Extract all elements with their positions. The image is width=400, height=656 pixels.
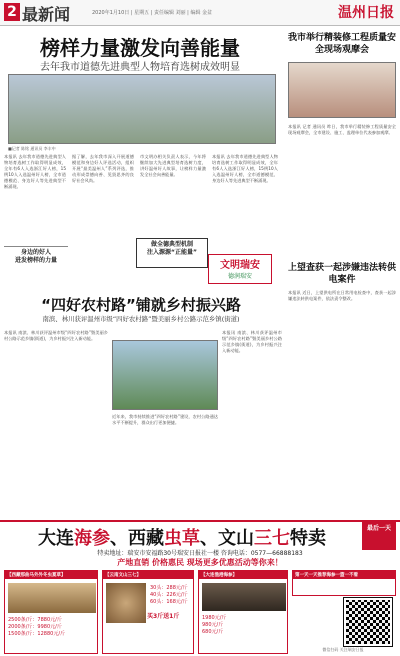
ad-panel-caption: 第一天一天推荐海参一篮一不看	[293, 571, 395, 579]
cordyceps-image	[8, 583, 96, 613]
lead-sidebar-box	[4, 246, 68, 286]
second-subhead: 南滨、林川获评温州市级“四好农村路”暨美丽乡村公路示范乡镇(街道)	[42, 315, 240, 323]
ad-address: 特卖地址：瑞安市安福路30号瑞安日报社一楼 咨询电话：0577—66888183	[97, 550, 303, 557]
ad-last-day-tag: 最后一天	[362, 522, 396, 550]
ad-panel-caption: 【大连渔港海参】	[199, 571, 287, 579]
price-row: 2000条/斤：9980元/斤	[8, 624, 62, 630]
civilization-logo-subtext: 德润瑞安	[227, 273, 252, 280]
second-column-1: 本报讯 南滨、林川获评温州市级“四好农村路”暨美丽乡村公路示范乡镇(街道)，为乡村振兴注入新动能。	[4, 330, 108, 341]
price-row: 1500条/斤：12880元/斤	[8, 631, 66, 637]
price-row: 680元/斤	[202, 629, 224, 635]
right-headline-2: 上望查获一起涉嫌违法转供电案件	[287, 263, 396, 285]
ad-panel-cordyceps	[4, 570, 98, 654]
ad-panel-sea-cucumber	[198, 570, 288, 654]
second-column-2: 近年来，我市持续推进“四好农村路”建设，农村公路通达水平不断提升，群众出行更加便捷。	[112, 414, 218, 425]
price-row: 40头：226元/斤	[150, 592, 188, 598]
second-column-3: 本报讯 南滨、林川获评温州市级“四好农村路”暨美丽乡村公路示范乡镇(街道)，为乡村振兴注入新动能。	[222, 330, 282, 353]
right-column-text-2: 本报讯 近日，上望供电所在日常用电检查中，查获一起涉嫌违法转供电案件，依法责令整改。	[288, 290, 396, 301]
qr-caption: 微信扫码 关注瑞安日报	[322, 647, 364, 652]
civilization-logo	[208, 254, 272, 284]
boxed-subsection	[136, 238, 208, 268]
right-column-text: 本报讯 记者 通讯员 昨日，我市举行精装修工程质量安全现场观摩会，全市建设、施工、监理单位代表参加观摩。	[288, 124, 396, 135]
page-meta: 2020年1月10日 | 星期五 | 责任编辑 刘丽 | 编辑 金盆	[92, 10, 213, 16]
price-row: 30头：288元/斤	[150, 585, 188, 591]
qr-code[interactable]	[344, 598, 392, 646]
boxed-subsection-title: 做全德典型机制 注入源源“正能量”	[147, 241, 197, 256]
price-row: 2500条/斤：7880元/斤	[8, 617, 62, 623]
civilization-logo-text: 文明瑞安	[220, 260, 260, 271]
ad-panel-recommend	[292, 570, 396, 596]
lead-column-3: 市文明办相关负责人表示，今年将继续加大先进典型培育选树力度，讲好温州好人故事，让榜样力量激发全社会向善能量。	[140, 154, 206, 177]
sidebar-title: 身边的好人 进发榜样的力量	[14, 249, 57, 264]
newspaper-logo: 温州日报	[338, 5, 394, 21]
right-photo	[288, 62, 396, 118]
ad-panel-caption: 【西藏那曲马外外冬虫夏草】	[5, 571, 97, 579]
lead-subhead: 去年我市道德先进典型人物培育选树成效明显	[40, 62, 240, 73]
price-row: 1980元/斤	[202, 615, 227, 621]
page-header	[0, 0, 400, 26]
ad-panel-caption: 【云南文山三七】	[103, 571, 193, 579]
second-headline: “四好农村路”铺就乡村振兴路	[41, 296, 241, 314]
village-road-photo	[112, 340, 218, 410]
sea-cucumber-image	[202, 583, 286, 611]
lead-column-1: 本报讯 去年我市道德先进典型人物培育选树工作取得明显成效，全年有6人入选浙江好人榜，15例10人入选温州好人榜，全市道德模范、身边好人等先进典型不断涌现。	[4, 154, 66, 189]
ad-buy-gift-tag: 买3斤送1斤	[147, 613, 180, 620]
lead-headline: 榜样力量激发向善能量	[40, 36, 240, 60]
lead-photo-caption: ■记者 陈铭 通讯员 李丰中	[8, 146, 56, 151]
ad-slogan: 产地直销 价格惠民 现场更多优惠活动等你来！	[117, 558, 283, 567]
sanqi-image	[106, 583, 146, 623]
ad-panel-sanqi	[102, 570, 194, 654]
page-number-badge: 2	[4, 3, 20, 21]
lead-column-4: 本报讯 去年我市道德先进典型人物培育选树工作取得明显成效，全年有6人入选浙江好人榜，15例10人入选温州好人榜，全市道德模范、身边好人等先进典型不断涌现。	[212, 154, 278, 183]
lead-column-2: 据了解，去年我市深入开展道德模范和身边好人评选活动，组织开展“最美温州人”系列评选，推动形成崇德向善、见贤思齐的良好社会风尚。	[72, 154, 134, 183]
lead-photo	[8, 74, 276, 144]
price-row: 60头：168元/斤	[150, 599, 188, 605]
ad-title: 大连海参、西藏虫草、文山三七特卖	[38, 528, 326, 549]
price-row: 980元/斤	[202, 622, 224, 628]
section-title: 最新闻	[22, 5, 71, 24]
right-headline: 我市举行精装修工程质量安全现场观摩会	[287, 33, 396, 55]
